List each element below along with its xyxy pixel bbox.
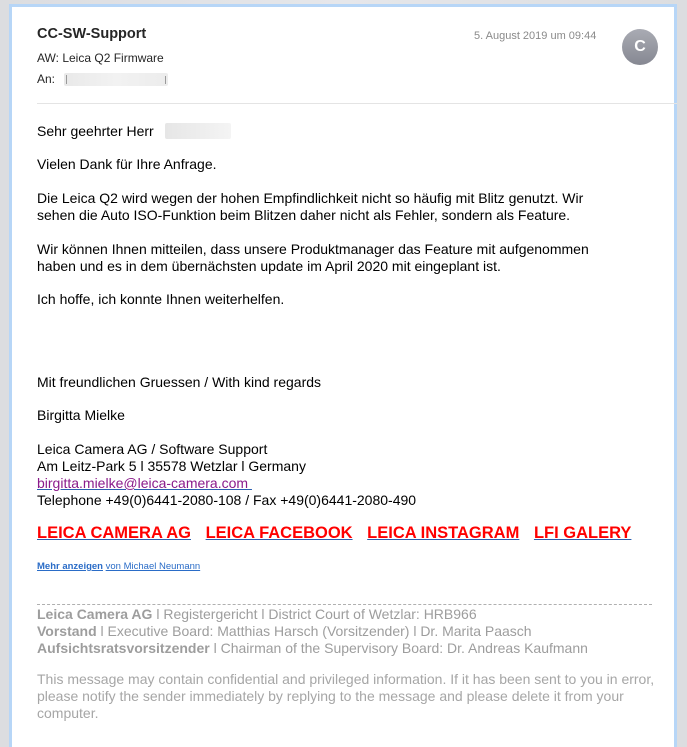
footer-divider [37, 604, 652, 605]
footer-chair: l Chairman of the Supervisory Board: Dr. Andreas Kaufmann [209, 640, 588, 656]
footer-chair-label: Aufsichtsratsvorsitzender [37, 640, 210, 656]
name-redacted [165, 123, 231, 139]
sender-avatar[interactable]: C [622, 29, 658, 65]
show-more-row [37, 561, 200, 572]
email-window [9, 4, 677, 747]
recipient-redacted [64, 73, 168, 86]
show-more-link[interactable]: Mehr anzeigen [37, 561, 103, 572]
link-leica-facebook[interactable]: LEICA FACEBOOK [205, 524, 353, 542]
email-link[interactable]: birgitta.mielke@leica-camera.com [37, 475, 252, 491]
disclaimer: This message may contain confidential and privileged information. If it has been sent to you in error, please notify the sender immediately by replying to the message and please delete it from your computer. [37, 671, 655, 721]
footer-register: l Registergericht l District Court of Wetzlar: HRB966 [152, 606, 477, 622]
email-date: 5. August 2019 um 09:44 [474, 30, 597, 42]
link-leica-camera-ag[interactable]: LEICA CAMERA AG [37, 524, 191, 542]
paragraph-2-line-2: haben und es in dem übernächsten update im April 2020 mit eingeplant ist. [37, 258, 501, 274]
signature-address: Am Leitz-Park 5 l 35578 Wetzlar l Germany [37, 458, 306, 474]
link-leica-instagram[interactable]: LEICA INSTAGRAM [367, 524, 520, 542]
footer-line-1 [37, 606, 477, 622]
footer-board: l Executive Board: Matthias Harsch (Vorsitzender) l Dr. Marita Paasch [96, 623, 532, 639]
sender-name: CC-SW-Support [37, 26, 147, 42]
link-lfi-galery[interactable]: LFI GALERY [533, 524, 632, 542]
greeting: Sehr geehrter Herr [37, 123, 154, 139]
signer-name: Birgitta Mielke [37, 407, 125, 423]
signature-phone: Telephone +49(0)6441-2080-108 / Fax +49(0)6441-2080-490 [37, 492, 417, 508]
paragraph-1-line-2: sehen die Auto ISO-Funktion beim Blitzen daher nicht als Fehler, sondern als Feature. [37, 207, 571, 223]
thanks-line: Vielen Dank für Ihre Anfrage. [37, 156, 217, 172]
signature-email-row [37, 475, 252, 491]
footer-company: Leica Camera AG [37, 606, 153, 622]
footer-line-3 [37, 640, 588, 656]
signature-company: Leica Camera AG / Software Support [37, 441, 268, 457]
footer-line-2 [37, 623, 532, 639]
paragraph-1-line-1: Die Leica Q2 wird wegen der hohen Empfindlichkeit nicht so häufig mit Blitz genutzt. Wir [37, 190, 584, 206]
header-divider [37, 103, 677, 104]
recipient-label: An: [37, 72, 56, 86]
footer-board-label: Vorstand [37, 623, 97, 639]
social-links [37, 524, 641, 543]
regards: Mit freundlichen Gruessen / With kind regards [37, 374, 322, 390]
email-subject: AW: Leica Q2 Firmware [37, 51, 164, 65]
paragraph-2-line-1: Wir können Ihnen mitteilen, dass unsere Produktmanager das Feature mit aufgenommen [37, 241, 589, 257]
show-more-suffix[interactable]: von Michael Neumann [105, 561, 201, 572]
closing-hope: Ich hoffe, ich konnte Ihnen weiterhelfen. [37, 291, 285, 307]
